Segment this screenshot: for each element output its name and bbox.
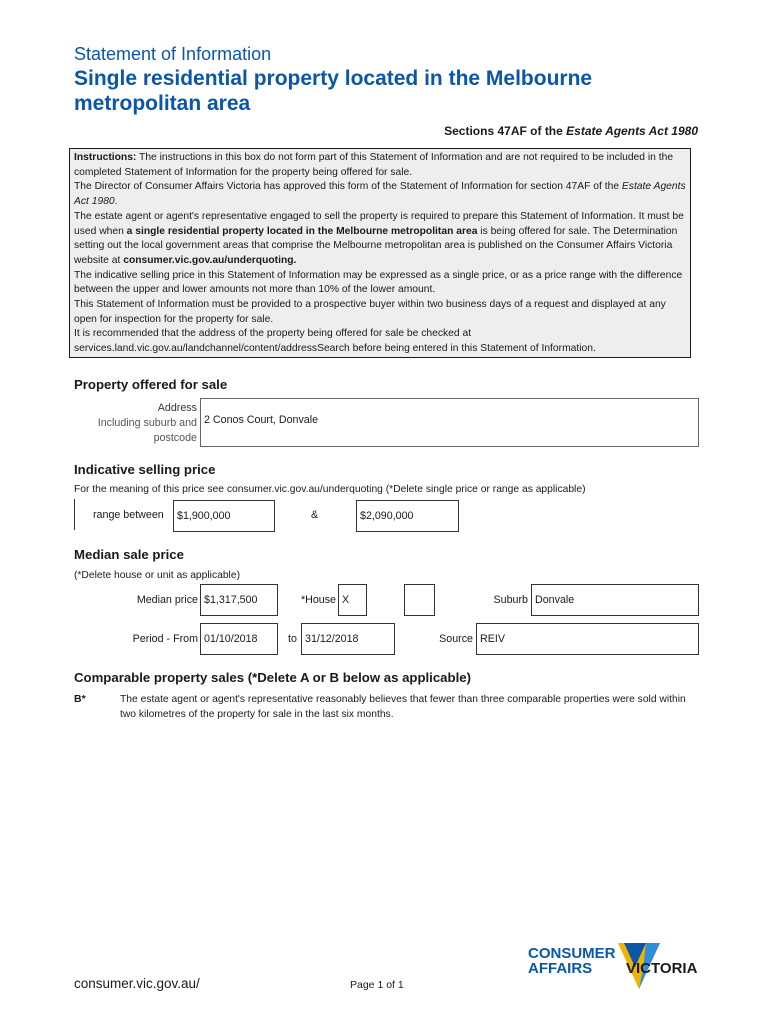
median-note: (*Delete house or unit as applicable) <box>74 570 240 581</box>
selling-price-heading: Indicative selling price <box>74 462 216 477</box>
period-to-value: 31/12/2018 <box>305 633 359 645</box>
instructions-p3-bold: a single residential property located in the Melbourne metropolitan area <box>126 225 478 237</box>
median-heading: Median sale price <box>74 547 184 562</box>
instructions-p3-a: The estate agent or agent's representative engaged to sell the property is required to prepare this Statement of Information. It must be used when <box>74 210 684 237</box>
instructions-p4: The indicative selling price in this Statement of Information may be expressed as a single price, or as a price range with the difference between the upper and lower amounts not more than 10% of the lower amount. <box>74 269 683 296</box>
logo-line-1: CONSUMER <box>528 945 616 962</box>
suburb-label: Suburb <box>493 594 528 606</box>
instructions-p2-act: Estate Agents Act 1980 <box>74 181 686 208</box>
source-field[interactable] <box>476 623 699 655</box>
instructions-p2-text: The Director of Consumer Affairs Victoria has approved this form of the Statement of Information for section 47AF of the <box>74 181 622 193</box>
range-upper-value: $2,090,000 <box>360 510 414 522</box>
instructions-p3 <box>74 210 686 269</box>
house-field[interactable] <box>338 584 367 616</box>
instructions-label: Instructions: <box>74 152 137 163</box>
range-label: range between <box>93 509 164 521</box>
address-label-2: Including suburb and <box>97 417 197 429</box>
house-label: *House <box>300 594 336 606</box>
house-value: X <box>342 594 350 606</box>
instructions-p3-b: is being offered for sale. The Determination setting out the local government areas that comprise the Melbourne metropolitan area is published on the Consumer Affairs Victoria website at <box>74 225 678 266</box>
instructions-p6: It is recommended that the address of the property being offered for sale be checked at services.land.vic.gov.au/landchannel/content/addressSearch before being entered in this Statement of Information. <box>74 328 596 355</box>
sections-prefix: Sections 47AF of the <box>444 124 563 138</box>
property-heading: Property offered for sale <box>74 377 228 392</box>
consumer-affairs-victoria-logo <box>528 940 704 990</box>
footer-url[interactable]: consumer.vic.gov.au/ <box>74 976 200 991</box>
document-title: Single residential property located in the Melbourne metropolitan area <box>74 67 593 115</box>
address-field[interactable] <box>200 398 699 447</box>
range-ampersand: & <box>311 509 319 521</box>
source-value: REIV <box>480 633 505 645</box>
logo-line-3: VICTORIA <box>626 960 698 977</box>
instructions-p2 <box>74 180 686 209</box>
instructions-p5: This Statement of Information must be provided to a prospective buyer within two business days of a request and displayed at any open for inspection for the property for sale. <box>74 299 666 325</box>
instructions-p2-end: . <box>114 196 118 208</box>
underquoting-link[interactable]: consumer.vic.gov.au/underquoting. <box>123 254 297 266</box>
period-to-label: to <box>288 633 297 645</box>
address-label <box>98 401 197 446</box>
address-label-3: postcode <box>153 432 197 444</box>
period-from-label: Period - From <box>132 633 198 645</box>
range-upper-field[interactable] <box>356 500 459 532</box>
suburb-value: Donvale <box>535 594 575 606</box>
period-from-value: 01/10/2018 <box>204 633 258 645</box>
instructions-p1 <box>74 151 686 180</box>
range-lower-value: $1,900,000 <box>177 510 231 522</box>
document-subtitle: Statement of Information <box>74 44 272 64</box>
option-b-label: B* <box>74 693 86 705</box>
period-to-field[interactable] <box>301 623 395 655</box>
sections-reference <box>444 124 698 138</box>
range-lower-field[interactable] <box>173 500 275 532</box>
address-label-1: Address <box>157 402 197 414</box>
median-price-label: Median price <box>136 594 198 606</box>
instructions-box <box>69 148 691 358</box>
suburb-field[interactable] <box>531 584 699 616</box>
unit-field[interactable] <box>404 584 435 616</box>
source-label: Source <box>439 633 473 645</box>
logo-line-2: AFFAIRS <box>528 960 593 977</box>
instructions-p1-text: The instructions in this box do not form part of this Statement of Information and are not required to be included in the completed Statement of Information for the property being offered for sale. <box>74 152 674 178</box>
period-from-field[interactable] <box>200 623 278 655</box>
median-price-value: $1,317,500 <box>204 594 258 606</box>
median-price-field[interactable] <box>200 584 278 616</box>
sections-act: Estate Agents Act 1980 <box>566 124 698 138</box>
option-b-text: The estate agent or agent's representative reasonably believes that fewer than three comparable properties were sold within two kilometres of the property for sale in the last six months. <box>120 694 686 720</box>
selling-price-note: For the meaning of this price see consumer.vic.gov.au/underquoting (*Delete single price or range as applicable) <box>74 484 586 495</box>
range-left-border <box>74 499 75 530</box>
address-value: 2 Conos Court, Donvale <box>204 414 319 426</box>
page-number: Page 1 of 1 <box>350 979 404 991</box>
comparable-heading: Comparable property sales (*Delete A or B below as applicable) <box>74 670 471 685</box>
